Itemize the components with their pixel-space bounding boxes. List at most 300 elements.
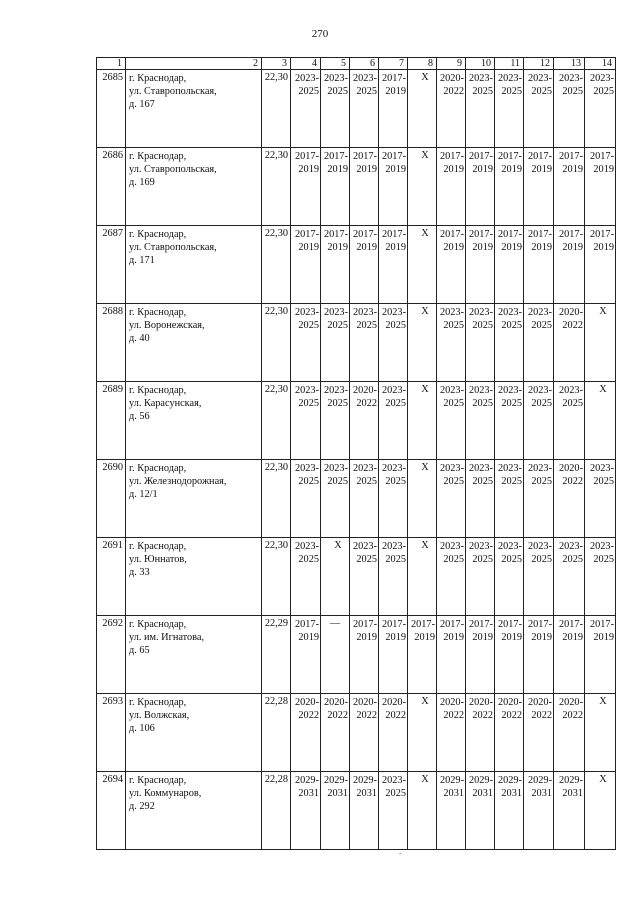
period-line: 2025	[385, 788, 406, 799]
address-line: д. 106	[129, 723, 155, 734]
period-line: 2023-	[294, 73, 319, 84]
address-cell	[126, 616, 262, 694]
period-cell	[466, 148, 495, 226]
period-cell	[437, 226, 466, 304]
period-line: 2022	[327, 710, 348, 721]
address-line: ул. Ставропольская,	[129, 242, 217, 253]
period-line: 2023-	[497, 385, 522, 396]
period-line: 2020-	[294, 697, 319, 708]
period-line: 2023-	[294, 385, 319, 396]
period-line: 2017-	[381, 151, 406, 162]
column-number-header: 12	[524, 58, 554, 70]
period-cell	[321, 304, 350, 382]
period-line: 2019	[298, 242, 319, 253]
table-row	[97, 148, 616, 226]
period-line: 2025	[327, 320, 348, 331]
period-line: 2025	[385, 320, 406, 331]
period-line: 2029-	[527, 775, 552, 786]
table-row	[97, 460, 616, 538]
period-line: 2023-	[527, 541, 552, 552]
period-cell	[350, 460, 379, 538]
period-cell	[350, 616, 379, 694]
period-line: 2031	[472, 788, 493, 799]
address-line: ул. Ставропольская,	[129, 86, 217, 97]
period-cell	[554, 70, 585, 148]
address-line: ул. им. Игнатова,	[129, 632, 205, 643]
period-line: 2017-	[497, 619, 522, 630]
address-line: ул. Волжская,	[129, 710, 190, 721]
period-line: 2019	[356, 242, 377, 253]
period-cell	[585, 460, 616, 538]
not-applicable-mark: X	[585, 382, 616, 460]
period-line: 2019	[501, 632, 522, 643]
period-line: 2019	[531, 164, 552, 175]
address-cell	[126, 304, 262, 382]
page-number: 270	[311, 28, 329, 40]
period-line: 2019	[385, 164, 406, 175]
period-cell	[350, 382, 379, 460]
period-line: 2023-	[468, 73, 493, 84]
value-cell: 22,30	[262, 70, 291, 148]
not-applicable-mark: X	[585, 304, 616, 382]
table-row	[97, 382, 616, 460]
period-line: 2025	[562, 554, 583, 565]
period-line: 2023-	[381, 541, 406, 552]
period-line: 2017-	[468, 229, 493, 240]
period-line: 2017-	[352, 151, 377, 162]
period-line: 2025	[501, 476, 522, 487]
period-line: 2023-	[381, 307, 406, 318]
period-line: 2017-	[294, 229, 319, 240]
column-number-header: 5	[321, 58, 350, 70]
period-line: 2023-	[589, 73, 614, 84]
address-line: д. 12/1	[129, 489, 158, 500]
period-line: 2023-	[527, 385, 552, 396]
period-line: 2019	[298, 632, 319, 643]
period-line: 2019	[472, 164, 493, 175]
period-line: 2017-	[352, 619, 377, 630]
period-line: 2023-	[352, 73, 377, 84]
period-line: 2025	[472, 398, 493, 409]
column-number-header: 7	[379, 58, 408, 70]
header-row	[97, 58, 616, 70]
column-number-header: 11	[495, 58, 524, 70]
period-line: 2019	[562, 242, 583, 253]
period-line: 2020-	[381, 697, 406, 708]
period-line: 2023-	[589, 463, 614, 474]
period-line: 2017-	[558, 151, 583, 162]
period-cell	[437, 538, 466, 616]
not-applicable-mark: X	[408, 538, 437, 616]
period-line: 2031	[298, 788, 319, 799]
address-line: ул. Коммунаров,	[129, 788, 202, 799]
period-line: 2029-	[439, 775, 464, 786]
period-line: 2022	[531, 710, 552, 721]
period-line: 2023-	[527, 73, 552, 84]
period-line: 2017-	[558, 619, 583, 630]
period-cell	[495, 460, 524, 538]
address-line: г. Краснодар,	[129, 619, 187, 630]
period-line: 2022	[443, 86, 464, 97]
period-cell	[321, 148, 350, 226]
period-line: 2025	[298, 398, 319, 409]
period-cell	[554, 694, 585, 772]
period-line: 2019	[501, 242, 522, 253]
period-cell	[524, 304, 554, 382]
period-cell	[466, 304, 495, 382]
period-cell	[291, 304, 321, 382]
period-line: 2017-	[439, 619, 464, 630]
period-line: 2025	[562, 86, 583, 97]
period-line: 2019	[443, 242, 464, 253]
period-line: 2017-	[410, 619, 435, 630]
period-line: 2023-	[558, 541, 583, 552]
period-line: 2022	[385, 710, 406, 721]
period-cell	[437, 460, 466, 538]
period-cell	[585, 70, 616, 148]
period-cell	[495, 148, 524, 226]
period-line: 2025	[298, 476, 319, 487]
address-line: ул. Карасунская,	[129, 398, 202, 409]
period-line: 2031	[531, 788, 552, 799]
period-cell	[554, 382, 585, 460]
period-line: 2023-	[439, 385, 464, 396]
period-line: 2022	[501, 710, 522, 721]
period-line: 2017-	[439, 151, 464, 162]
period-cell	[379, 226, 408, 304]
period-line: 2025	[531, 476, 552, 487]
period-cell	[495, 694, 524, 772]
period-line: 2029-	[352, 775, 377, 786]
column-number-header: 14	[585, 58, 616, 70]
period-line: 2025	[327, 476, 348, 487]
period-line: 2017-	[527, 229, 552, 240]
address-line: г. Краснодар,	[129, 775, 187, 786]
address-line: г. Краснодар,	[129, 697, 187, 708]
column-number-header: 6	[350, 58, 379, 70]
period-line: 2023-	[352, 541, 377, 552]
address-line: ул. Воронежская,	[129, 320, 205, 331]
period-line: 2031	[327, 788, 348, 799]
period-line: 2020-	[323, 697, 348, 708]
period-cell	[585, 616, 616, 694]
dash-mark: —	[321, 616, 350, 694]
period-line: 2017-	[294, 619, 319, 630]
period-line: 2020-	[497, 697, 522, 708]
address-cell	[126, 226, 262, 304]
value-cell: 22,30	[262, 148, 291, 226]
period-line: 2019	[472, 632, 493, 643]
period-line: 2017-	[589, 619, 614, 630]
period-line: 2019	[356, 164, 377, 175]
period-line: 2022	[356, 710, 377, 721]
not-applicable-mark: X	[408, 226, 437, 304]
period-cell	[291, 694, 321, 772]
period-line: 2025	[298, 554, 319, 565]
row-number: 2691	[97, 538, 126, 616]
period-line: 2031	[443, 788, 464, 799]
row-number: 2687	[97, 226, 126, 304]
period-line: 2017-	[294, 151, 319, 162]
period-cell	[350, 304, 379, 382]
period-line: 2025	[531, 554, 552, 565]
period-cell	[291, 460, 321, 538]
period-cell	[379, 382, 408, 460]
period-cell	[437, 382, 466, 460]
column-number-header: 9	[437, 58, 466, 70]
period-line: 2023-	[439, 307, 464, 318]
period-line: 2025	[501, 86, 522, 97]
period-line: 2025	[356, 554, 377, 565]
period-line: 2019	[593, 164, 614, 175]
period-line: 2023-	[323, 385, 348, 396]
period-cell	[495, 70, 524, 148]
period-line: 2020-	[352, 385, 377, 396]
period-cell	[585, 538, 616, 616]
period-cell	[291, 772, 321, 850]
period-line: 2025	[443, 320, 464, 331]
period-line: 2025	[356, 320, 377, 331]
period-line: 2019	[385, 86, 406, 97]
period-line: 2017-	[468, 619, 493, 630]
period-cell	[321, 382, 350, 460]
column-number-header: 2	[126, 58, 262, 70]
not-applicable-mark: X	[585, 772, 616, 850]
period-line: 2023-	[294, 307, 319, 318]
period-line: 2017-	[527, 619, 552, 630]
period-line: 2025	[531, 398, 552, 409]
period-cell	[437, 304, 466, 382]
not-applicable-mark: X	[321, 538, 350, 616]
period-line: 2019	[414, 632, 435, 643]
period-line: 2025	[472, 86, 493, 97]
period-line: 2025	[327, 398, 348, 409]
period-cell	[437, 694, 466, 772]
address-line: г. Краснодар,	[129, 229, 187, 240]
not-applicable-mark: X	[408, 460, 437, 538]
period-cell	[350, 772, 379, 850]
period-line: 2017-	[497, 229, 522, 240]
period-cell	[379, 538, 408, 616]
column-number-header: 3	[262, 58, 291, 70]
period-cell	[321, 70, 350, 148]
address-cell	[126, 70, 262, 148]
period-line: 2025	[298, 86, 319, 97]
period-line: 2025	[356, 476, 377, 487]
column-number-header: 1	[97, 58, 126, 70]
period-cell	[554, 304, 585, 382]
period-line: 2025	[385, 554, 406, 565]
period-line: 2025	[501, 554, 522, 565]
period-cell	[466, 70, 495, 148]
period-line: 2023-	[468, 307, 493, 318]
not-applicable-mark: X	[408, 70, 437, 148]
period-line: 2020-	[558, 463, 583, 474]
period-cell	[524, 694, 554, 772]
period-cell	[291, 226, 321, 304]
address-line: ул. Юннатов,	[129, 554, 187, 565]
not-applicable-mark: X	[408, 304, 437, 382]
period-cell	[408, 616, 437, 694]
period-line: 2025	[562, 398, 583, 409]
period-line: 2019	[443, 164, 464, 175]
period-line: 2025	[501, 398, 522, 409]
period-line: 2023-	[439, 541, 464, 552]
table-row	[97, 772, 616, 850]
period-line: 2019	[385, 242, 406, 253]
period-cell	[466, 772, 495, 850]
period-line: 2023-	[323, 463, 348, 474]
address-cell	[126, 148, 262, 226]
period-cell	[437, 772, 466, 850]
period-line: 2025	[327, 86, 348, 97]
period-line: 2023-	[497, 307, 522, 318]
address-cell	[126, 772, 262, 850]
not-applicable-mark: X	[585, 694, 616, 772]
period-line: 2023-	[497, 541, 522, 552]
period-line: 2020-	[527, 697, 552, 708]
period-line: 2017-	[468, 151, 493, 162]
period-line: 2031	[501, 788, 522, 799]
period-line: 2017-	[381, 619, 406, 630]
period-line: 2022	[472, 710, 493, 721]
period-cell	[321, 460, 350, 538]
period-cell	[291, 70, 321, 148]
not-applicable-mark: X	[408, 148, 437, 226]
row-number: 2694	[97, 772, 126, 850]
row-number: 2685	[97, 70, 126, 148]
period-line: 2020-	[558, 307, 583, 318]
period-cell	[350, 70, 379, 148]
period-cell	[585, 148, 616, 226]
period-cell	[495, 382, 524, 460]
period-line: 2017-	[497, 151, 522, 162]
period-line: 2023-	[497, 463, 522, 474]
period-line: 2019	[356, 632, 377, 643]
period-line: 2022	[298, 710, 319, 721]
period-line: 2025	[501, 320, 522, 331]
period-cell	[524, 538, 554, 616]
row-number: 2693	[97, 694, 126, 772]
period-cell	[379, 304, 408, 382]
period-line: 2025	[593, 554, 614, 565]
period-line: 2017-	[589, 229, 614, 240]
address-line: ул. Ставропольская,	[129, 164, 217, 175]
period-cell	[466, 382, 495, 460]
period-line: 2019	[593, 242, 614, 253]
period-cell	[524, 70, 554, 148]
period-line: 2023-	[589, 541, 614, 552]
address-line: г. Краснодар,	[129, 151, 187, 162]
row-number: 2689	[97, 382, 126, 460]
table-row	[97, 304, 616, 382]
period-cell	[350, 694, 379, 772]
period-cell	[554, 226, 585, 304]
row-number: 2692	[97, 616, 126, 694]
period-line: 2025	[443, 476, 464, 487]
period-line: 2022	[356, 398, 377, 409]
period-line: 2029-	[323, 775, 348, 786]
period-cell	[524, 772, 554, 850]
address-line: г. Краснодар,	[129, 385, 187, 396]
period-line: 2031	[356, 788, 377, 799]
period-line: 2023-	[527, 307, 552, 318]
period-line: 2023-	[294, 463, 319, 474]
period-cell	[350, 226, 379, 304]
period-cell	[437, 70, 466, 148]
period-line: 2023-	[468, 463, 493, 474]
period-cell	[554, 538, 585, 616]
address-cell	[126, 382, 262, 460]
value-cell: 22,28	[262, 694, 291, 772]
period-line: 2022	[443, 710, 464, 721]
period-cell	[495, 304, 524, 382]
period-cell	[379, 772, 408, 850]
period-line: 2017-	[589, 151, 614, 162]
period-cell	[291, 148, 321, 226]
period-line: 2025	[593, 86, 614, 97]
period-cell	[321, 694, 350, 772]
column-number-header: 13	[554, 58, 585, 70]
period-line: 2023-	[381, 775, 406, 786]
period-line: 2019	[531, 242, 552, 253]
value-cell: 22,28	[262, 772, 291, 850]
period-cell	[554, 772, 585, 850]
period-cell	[585, 226, 616, 304]
table-row	[97, 538, 616, 616]
period-line: 2023-	[497, 73, 522, 84]
row-number: 2690	[97, 460, 126, 538]
period-cell	[554, 616, 585, 694]
period-line: 2025	[531, 86, 552, 97]
column-number-header: 8	[408, 58, 437, 70]
period-line: 2023-	[352, 307, 377, 318]
period-line: 2025	[593, 476, 614, 487]
period-line: 2017-	[323, 151, 348, 162]
period-line: 2019	[472, 242, 493, 253]
period-cell	[495, 616, 524, 694]
period-line: 2029-	[558, 775, 583, 786]
period-cell	[554, 148, 585, 226]
footer-mark: -	[399, 849, 402, 858]
period-line: 2025	[385, 476, 406, 487]
address-line: д. 292	[129, 801, 155, 812]
period-line: 2023-	[381, 463, 406, 474]
period-line: 2022	[562, 476, 583, 487]
period-cell	[291, 616, 321, 694]
period-line: 2025	[472, 476, 493, 487]
period-line: 2019	[562, 164, 583, 175]
period-line: 2031	[562, 788, 583, 799]
period-line: 2019	[327, 242, 348, 253]
address-line: д. 33	[129, 567, 150, 578]
column-number-header: 4	[291, 58, 321, 70]
period-line: 2023-	[527, 463, 552, 474]
row-number: 2686	[97, 148, 126, 226]
period-cell	[495, 538, 524, 616]
period-cell	[524, 226, 554, 304]
period-cell	[379, 694, 408, 772]
period-line: 2029-	[497, 775, 522, 786]
period-line: 2025	[472, 320, 493, 331]
period-line: 2025	[298, 320, 319, 331]
address-line: г. Краснодар,	[129, 73, 187, 84]
period-line: 2023-	[468, 541, 493, 552]
table-row	[97, 694, 616, 772]
period-cell	[524, 148, 554, 226]
period-line: 2025	[443, 554, 464, 565]
address-cell	[126, 694, 262, 772]
